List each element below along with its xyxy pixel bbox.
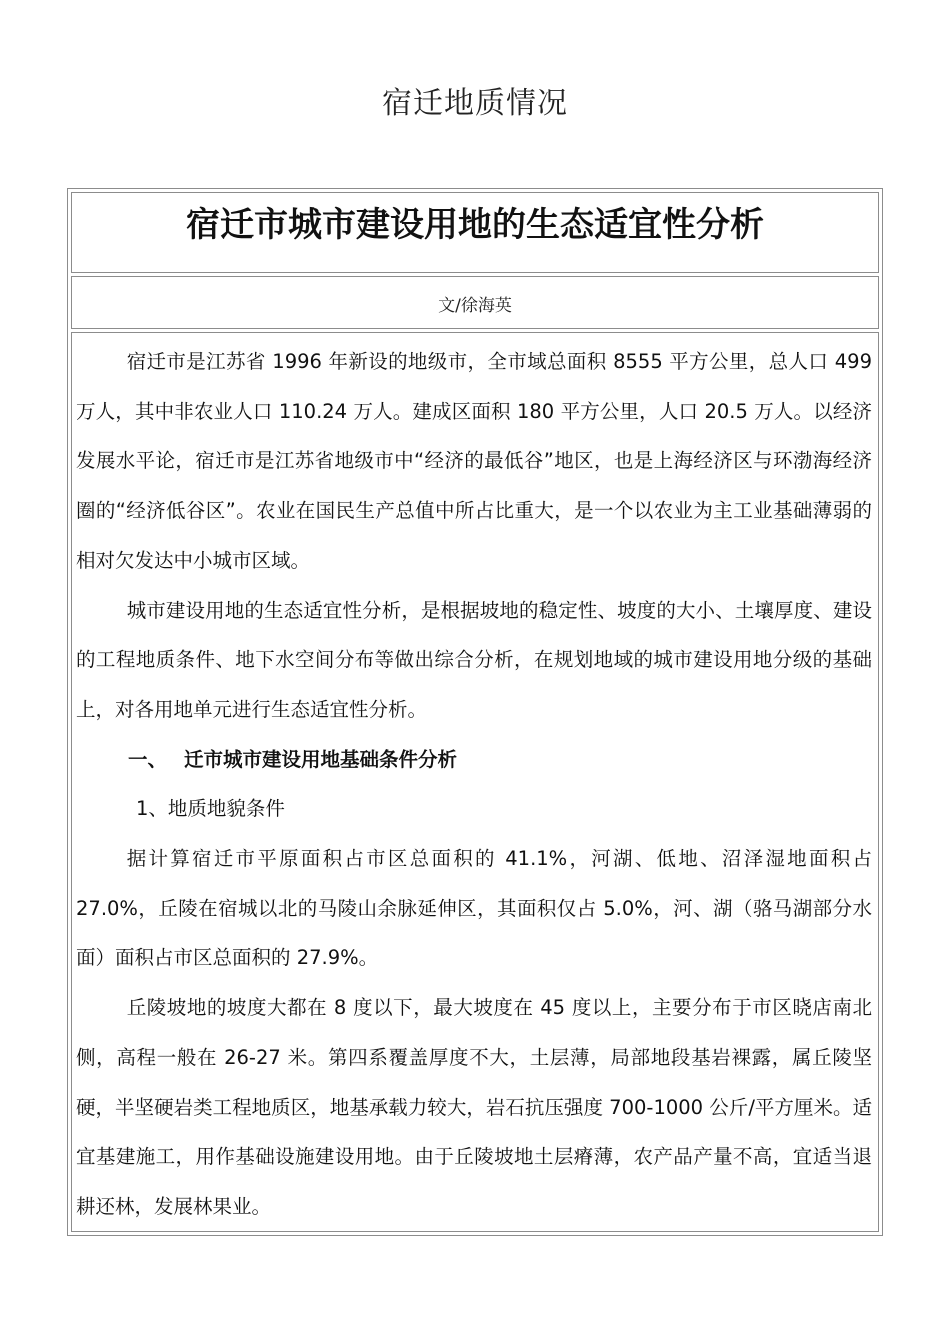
article-author: 文/徐海英 [438, 296, 512, 316]
article-body-cell [71, 332, 879, 1232]
paragraph: 丘陵坡地的坡度大都在 8 度以下，最大坡度在 45 度以上，主要分布于市区晓店南北侧，高程一般在 26-27 米。第四系覆盖厚度不大，土层薄，局部地段基岩裸露，属丘陵坚硬，半坚硬岩类工程地质区，地基承载力较大，岩石抗压强度 700-1000 公斤/平方厘米。适宜基建施工，用作基础设施建设用地。由于丘陵坡地土层瘠薄，农产品产量不高，宜适当退耕还林，发展林果业。 [76, 996, 872, 1218]
section-heading [76, 735, 872, 785]
paragraph: 据计算宿迁市平原面积占市区总面积的 41.1%，河湖、低地、沼泽湿地面积占 27.0%，丘陵在宿城以北的马陵山余脉延伸区，其面积仅占 5.0%，河、湖（骆马湖部分水面）面积占市区总面积的 27.9%。 [76, 847, 872, 970]
article-body [76, 337, 872, 1232]
document-title: 宿迁地质情况 [382, 86, 568, 121]
article-table [67, 188, 883, 1236]
section-number: 一、 [128, 747, 168, 771]
article-title-cell [71, 192, 879, 273]
section-title: 迁市城市建设用地基础条件分析 [184, 747, 458, 771]
subsection-heading: 1、地质地貌条件 [136, 797, 285, 821]
paragraph: 宿迁市是江苏省 1996 年新设的地级市，全市域总面积 8555 平方公里，总人口 499 万人，其中非农业人口 110.24 万人。建成区面积 180 平方公里，人口 20.5 万人。以经济发展水平论，宿迁市是江苏省地级市中“经济的最低谷”地区，也是上海经济区与环渤海经济圈的“经济低谷区”。农业在国民生产总值中所占比重大，是一个以农业为主工业基础薄弱的相对欠发达中小城市区域。 [76, 350, 872, 572]
author-cell [71, 276, 879, 329]
article-title: 宿迁市城市建设用地的生态适宜性分析 [186, 205, 764, 245]
paragraph: 城市建设用地的生态适宜性分析，是根据坡地的稳定性、坡度的大小、土壤厚度、建设的工程地质条件、地下水空间分布等做出综合分析，在规划地域的城市建设用地分级的基础上，对各用地单元进行生态适宜性分析。 [76, 598, 872, 721]
